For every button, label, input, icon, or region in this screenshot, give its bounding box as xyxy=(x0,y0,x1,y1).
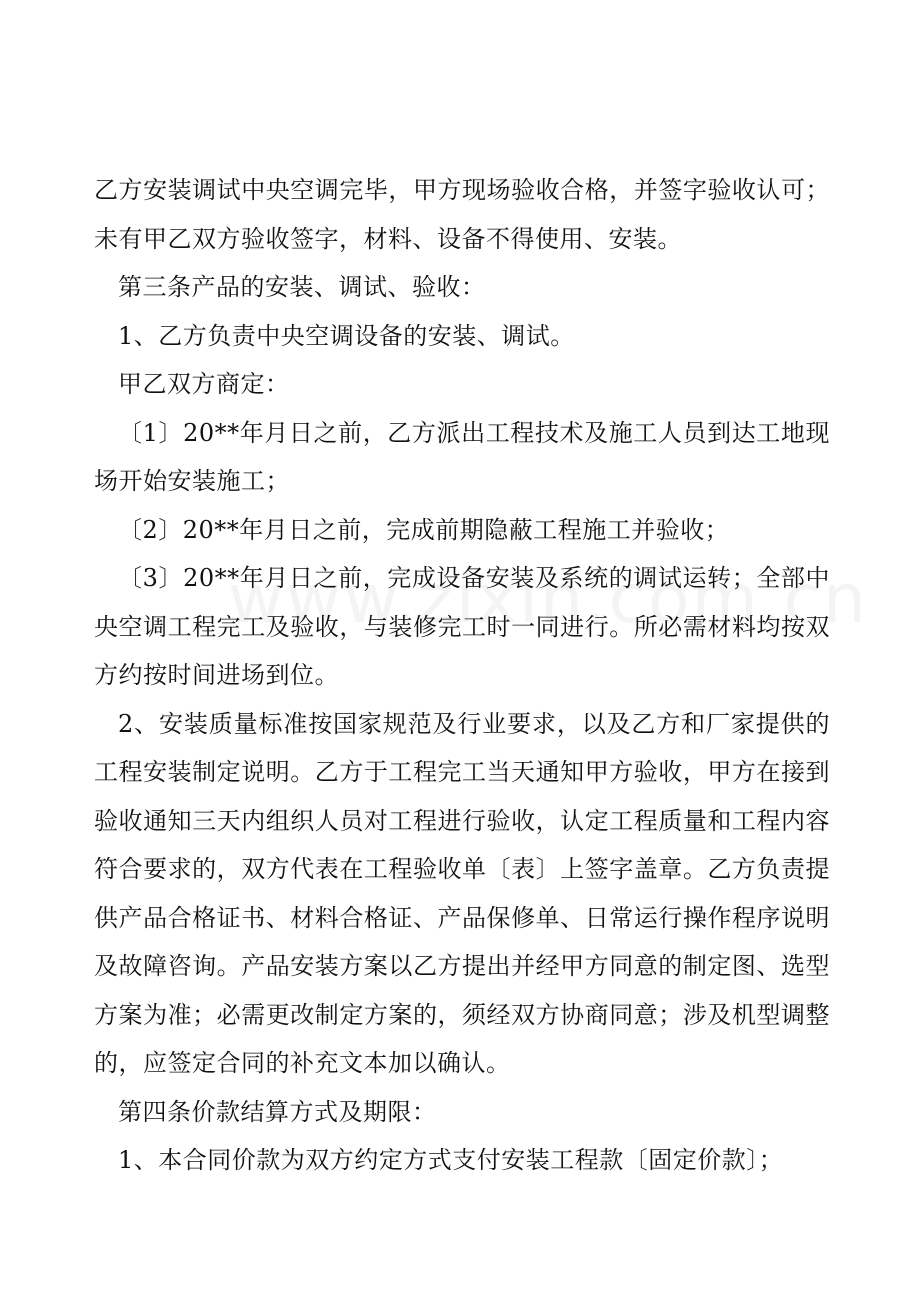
heading-article-3: 第三条产品的安装、调试、验收： xyxy=(118,273,486,301)
paragraph-quality-standard: 2、安装质量标准按国家规范及行业要求，以及乙方和厂家提供的工程安装制定说明。乙方于工程完工当天通知甲方验收，甲方在接到验收通知三天内组织人员对工程进行验收，认定工程质量和工程内容符合要求的，双方代表在工程验收单〔表〕上签字盖章。乙方负责提供产品合格证书、材料合格证、产品保修单、日常运行操作程序说明及故障咨询。产品安装方案以乙方提出并经甲方同意的制定图、选型方案为准；必需更改制定方案的，须经双方协商同意；涉及机型调整的，应签定合同的补充文本加以确认。 xyxy=(94,709,830,1077)
paragraph-schedule-item-1: 〔1〕20**年月日之前，乙方派出工程技术及施工人员到达工地现场开始安装施工； xyxy=(94,418,830,495)
paragraph-installation-responsibility: 1、乙方负责中央空调设备的安装、调试。 xyxy=(118,321,575,350)
paragraph-contract-price: 1、本合同价款为双方约定方式支付安装工程款〔固定价款〕； xyxy=(118,1146,784,1174)
paragraph-schedule-item-2: 〔2〕20**年月日之前，完成前期隐蔽工程施工并验收； xyxy=(118,515,730,544)
heading-article-4: 第四条价款结算方式及期限： xyxy=(118,1097,437,1126)
paragraph-acceptance-intro: 乙方安装调试中央空调完毕，甲方现场验收合格，并签字验收认可；未有甲乙双方验收签字，材料、设备不得使用、安装。 xyxy=(94,176,830,253)
document-body xyxy=(94,166,830,1185)
paragraph-mutual-agreement: 甲乙双方商定： xyxy=(118,370,290,398)
paragraph-schedule-item-3: 〔3〕20**年月日之前，完成设备安装及系统的调试运转；全部中央空调工程完工及验收，与装修完工时一同进行。所必需材料均按双方约按时间进场到位。 xyxy=(94,564,830,689)
